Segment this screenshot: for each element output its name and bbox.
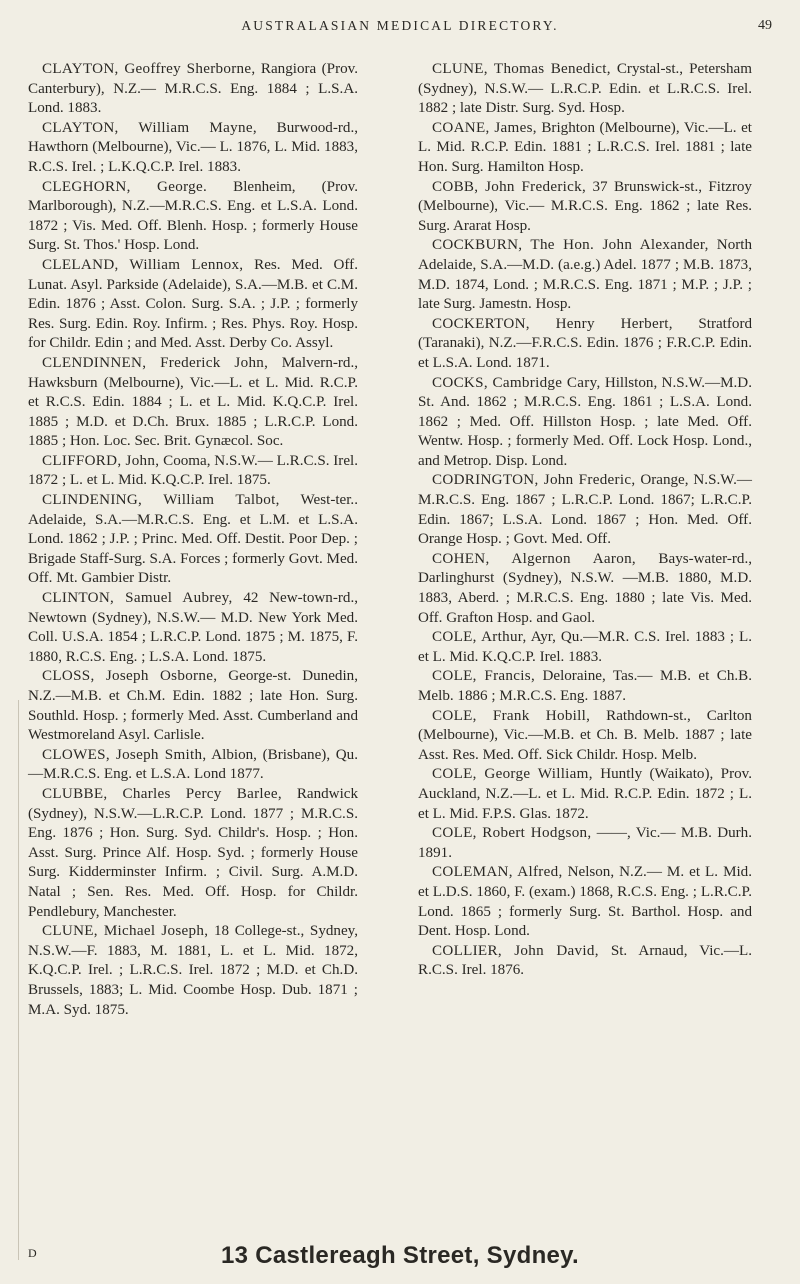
entry-name: CLELAND, William Lennox, (42, 256, 244, 273)
entry-name: COLLIER, John David, (432, 942, 599, 959)
directory-entry (28, 746, 358, 785)
left-column (28, 60, 358, 1020)
directory-entry (418, 60, 752, 119)
entry-details: Rathdown-st., Carlton (Melbourne), Vic.—M.B. et Ch. B. Melb. 1887 ; late Asst. Res. Med. Off. Sick Childr. Hosp. Melb. (418, 707, 752, 763)
entry-details: Malvern-rd., Hawksburn (Melbourne), Vic.—L. et L. Mid. R.C.P. et R.C.S. Edin. 1884 ; L. et L. Mid. K.Q.C.P. Irel. 1885 ; M.D. et D.Ch. Brux. 1885 ; L.R.C.P. Lond. 1885 ; Hon. Loc. Sec. Brit. Gynæcol. Soc. (28, 354, 359, 450)
running-head: AUSTRALASIAN MEDICAL DIRECTORY. (241, 18, 559, 33)
directory-entry (418, 824, 752, 863)
entry-details: Blenheim, (Prov. Marlborough), N.Z.—M.R.C.S. Eng. et L.S.A. Lond. 1872 ; Vis. Med. Off. Blenh. Hosp. ; formerly House Surg. St. Thos.' Hosp. Lond. (28, 178, 358, 254)
entry-name: CODRINGTON, John Frederic, (432, 472, 636, 489)
entry-name: CLIFFORD, John, (42, 452, 160, 469)
directory-entry (418, 628, 752, 667)
directory-entry (418, 765, 752, 824)
entry-name: COBB, John Frederick, (432, 178, 587, 195)
entry-details: Albion, (Brisbane), Qu.—M.R.C.S. Eng. et L.S.A. Lond 1877. (28, 746, 358, 783)
entry-name: CLAYTON, William Mayne, (42, 119, 257, 136)
entry-details: ——, Vic.— M.B. Durh. 1891. (418, 825, 752, 861)
entry-details: Cooma, N.S.W.— L.R.C.S. Irel. 1872 ; L. et L. Mid. K.Q.C.P. Irel. 1875. (28, 452, 358, 489)
directory-entry (28, 354, 358, 452)
entry-details: Burwood-rd., Hawthorn (Melbourne), Vic.— L. 1876, L. Mid. 1883, R.C.S. Irel. ; L.K.Q.C.P. Irel. 1883. (28, 119, 358, 175)
directory-entry (418, 315, 752, 374)
directory-entry (28, 667, 358, 745)
directory-entry (28, 589, 358, 667)
directory-entry (418, 119, 752, 178)
entry-name: COANE, James, (432, 119, 537, 136)
entry-details: Hillston, N.S.W.—M.D. St. And. 1862 ; M.R.C.S. Eng. 1861 ; L.S.A. Lond. 1862 ; Med. Off. Hillston Hosp. ; late Med. Off. Wentw. Hosp. ; formerly Med. Off. Lock Hosp. Lond., and Metrop. Disp. Lond. (418, 374, 752, 469)
page-number: 49 (758, 18, 772, 33)
directory-entry (418, 236, 752, 314)
directory-entry (28, 256, 358, 354)
entry-name: CLINTON, Samuel Aubrey, (42, 590, 233, 607)
entry-details: Res. Med. Off. Lunat. Asyl. Parkside (Adelaide), S.A.—M.B. et C.M. Edin. 1876 ; Asst. Colon. Surg. S.A. ; J.P. ; formerly Res. Surg. Edin. Roy. Infirm. ; Res. Phys. Roy. Hosp. for Childr. Edin ; and Med. Asst. Derby Co. Assyl. (28, 256, 358, 352)
entry-details: 37 Brunswick-st., Fitzroy (Melbourne), Vic.— M.R.C.S. Eng. 1862 ; late Res. Surg. Ararat Hosp. (418, 178, 752, 234)
entry-details: Crystal-st., Petersham (Sydney), N.S.W.— L.R.C.P. Edin. et L.R.C.S. Irel. 1882 ; late Distr. Surg. Syd. Hosp. (418, 61, 752, 117)
entry-details: Nelson, N.Z.— M. et L. Mid. et L.D.S. 1860, F. (exam.) 1868, R.C.S. Eng. ; L.R.C.P. Lond. 1865 ; formerly Surg. St. Barthol. Hosp. and Dent. Hosp. Lond. (418, 864, 752, 940)
entry-name: COHEN, Algernon Aaron, (432, 550, 637, 567)
directory-entry (418, 471, 752, 549)
directory-entry (418, 374, 752, 472)
entry-details: Huntly (Waikato), Prov. Auckland, N.Z.—L. et L. Mid. R.C.P. Edin. 1872 ; L. et L. Mid. F.P.S. Glas. 1872. (418, 766, 752, 822)
signature-mark: D (28, 1246, 37, 1260)
directory-entry (28, 491, 358, 589)
directory-entry (418, 707, 752, 766)
entry-name: COLE, Arthur, (432, 629, 527, 646)
entry-details: George-st. Dunedin, N.Z.—M.B. et Ch.M. Edin. 1882 ; late Hon. Surg. Southld. Hosp. ; formerly Med. Asst. Cumberland and Westmoreland Asyl. Carlisle. (28, 668, 358, 744)
directory-entry (28, 60, 358, 119)
entry-details: West-ter.. Adelaide, S.A.—M.R.C.S. Eng. et L.M. et L.S.A. Lond. 1862 ; J.P. ; Princ. Med. Off. Destit. Poor Dep. ; Brigade Staff-Surg. S.A. Forces ; formerly Govt. Med. Off. Mt. Gambier Distr. (28, 492, 358, 587)
directory-entry (418, 942, 752, 981)
directory-entry (28, 922, 358, 1020)
entry-details: Rangiora (Prov. Canterbury), N.Z.— M.R.C.S. Eng. 1884 ; L.S.A. Lond. 1883. (28, 61, 358, 117)
entry-name: CLAYTON, Geoffrey Sherborne, (42, 61, 256, 77)
right-column (418, 60, 752, 981)
directory-entry (418, 550, 752, 628)
entry-name: COLE, Robert Hodgson, (432, 825, 592, 842)
entry-name: CLUNE, Thomas Benedict, (432, 61, 611, 77)
publisher-imprint: 13 Castlereagh Street, Sydney. (220, 1242, 580, 1269)
entry-name: CLUNE, Michael Joseph, (42, 923, 209, 940)
directory-entry (28, 452, 358, 491)
entry-name: COLEMAN, Alfred, (432, 864, 563, 881)
entry-name: COLE, Francis, (432, 668, 536, 685)
directory-entry (418, 178, 752, 237)
entry-name: CLINDENING, William Talbot, (42, 492, 280, 509)
entry-name: CLOWES, Joseph Smith, (42, 746, 207, 763)
directory-entry (28, 785, 358, 922)
entry-details: North Adelaide, S.A.—M.D. (a.e.g.) Adel. 1877 ; M.B. 1873, M.D. 1874, Lond. ; M.R.C.S. Eng. 1871 ; M.P. ; J.P. ; late Surg. Jamestn. Hosp. (418, 237, 753, 313)
entry-name: COLE, George William, (432, 766, 593, 783)
entry-name: CLEGHORN, George. (42, 178, 208, 195)
entry-name: COCKS, Cambridge Cary, (432, 374, 601, 391)
directory-entry (418, 667, 752, 706)
entry-details: 42 New-town-rd., Newtown (Sydney), N.S.W.— M.D. New York Med. Coll. U.S.A. 1854 ; L.R.C.P. Lond. 1875 ; M. 1875, F. 1880, R.C.S. Eng. ; L.S.A. Lond. 1875. (28, 590, 359, 665)
entry-name: CLENDINNEN, Frederick John, (42, 354, 269, 371)
entry-name: CLOSS, Joseph Osborne, (42, 668, 218, 685)
entry-name: COCKERTON, Henry Herbert, (432, 315, 673, 332)
entry-details: Deloraine, Tas.— M.B. et Ch.B. Melb. 1886 ; M.R.C.S. Eng. 1887. (418, 668, 752, 704)
entry-details: Ayr, Qu.—M.R. C.S. Irel. 1883 ; L. et L. Mid. K.Q.C.P. Irel. 1883. (418, 629, 752, 665)
entry-name: CLUBBE, Charles Percy Barlee, (42, 785, 283, 802)
entry-details: Stratford (Taranaki), N.Z.—F.R.C.S. Edin. 1876 ; F.R.C.P. Edin. et L.S.A. Lond. 1871. (418, 315, 753, 371)
directory-entry (418, 863, 752, 941)
directory-entry (28, 119, 358, 178)
entry-details: Randwick (Sydney), N.S.W.—L.R.C.P. Lond. 1877 ; M.R.C.S. Eng. 1876 ; Hon. Surg. Syd. Childr's. Hosp. ; Hon. Asst. Surg. Prince Alf. Hosp. Syd. ; formerly House Surg. Kidderminster Infirm. ; Civil. Surg. A.M.D. Natal ; Sen. Res. Med. Off. Hosp. for Childr. Pendlebury, Manchester. (28, 785, 359, 920)
entry-details: Orange, N.S.W.—M.R.C.S. Eng. 1867 ; L.R.C.P. Lond. 1867; L.R.C.P. Edin. 1867; L.S.A. Lond. 1867 ; Hon. Med. Off. Orange Hosp. ; Govt. Med. Off. (418, 472, 752, 548)
page-edge-shadow (18, 700, 19, 1260)
entry-name: COLE, Frank Hobill, (432, 707, 591, 724)
entry-name: COCKBURN, The Hon. John Alexander, (432, 237, 709, 254)
entry-details: Bays-water-rd., Darlinghurst (Sydney), N.S.W. —M.B. 1880, M.D. 1883, Aberd. ; M.R.C.S. Eng. 1880 ; late Vis. Med. Off. Grafton Hosp. and Gaol. (418, 550, 752, 626)
entry-details: St. Arnaud, Vic.—L. R.C.S. Irel. 1876. (418, 942, 752, 979)
entry-details: 18 College-st., Sydney, N.S.W.—F. 1883, M. 1881, L. et L. Mid. 1872, K.Q.C.P. Irel. ; L.R.C.S. Irel. 1872 ; M.D. et Ch.D. Brussels, 1883; L. Mid. Coombe Hosp. Dub. 1871 ; M.A. Syd. 1875. (28, 923, 358, 1018)
directory-entry (28, 178, 358, 256)
entry-details: Brighton (Melbourne), Vic.—L. et L. Mid. R.C.P. Edin. 1881 ; L.R.C.S. Irel. 1881 ; late Hon. Surg. Hamilton Hosp. (418, 119, 752, 175)
